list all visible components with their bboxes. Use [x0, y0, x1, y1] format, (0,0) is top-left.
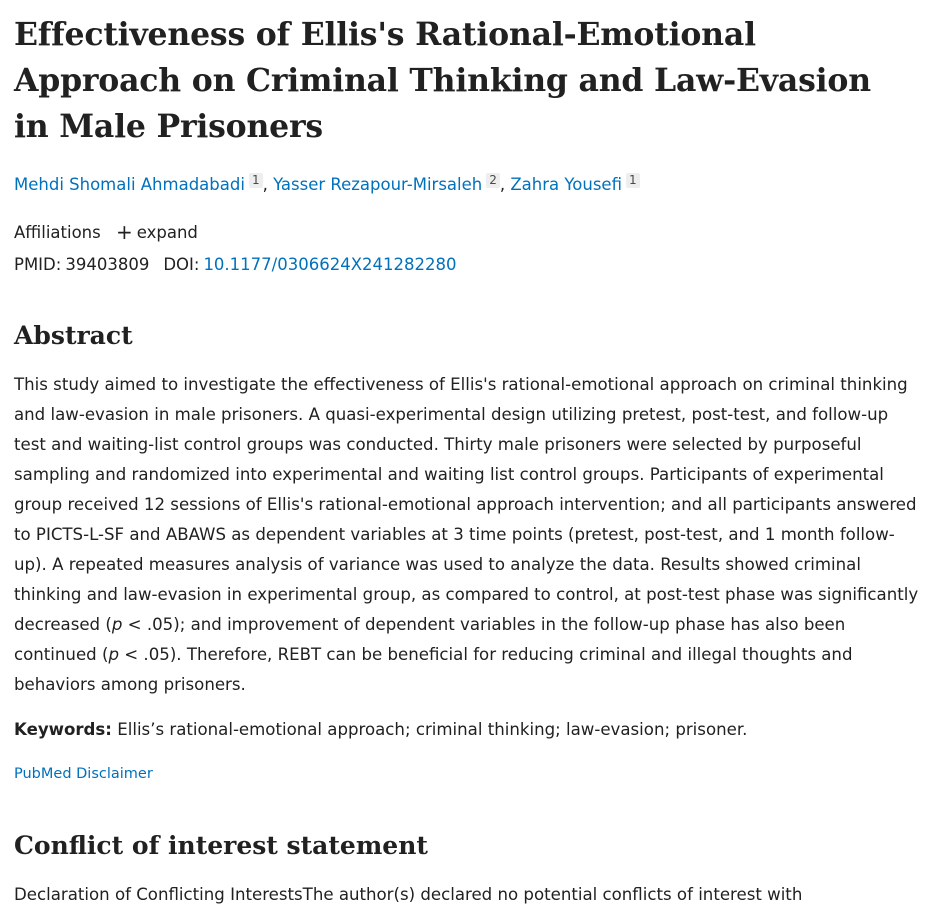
coi-text: Declaration of Conflicting InterestsThe author(s) declared no potential conflicts of interest with: [14, 885, 803, 904]
abstract-text-part-1: This study aimed to investigate the effectiveness of Ellis's rational-emotional approach on criminal thinking and law-evasion in male prisoners. A quasi-experimental design utilizing pretest, post-test, and follow-up test and waiting-list control groups was conducted. Thirty male prisoners were selected by purposeful sampling and randomized into experimental and waiting list control groups. Participants of experimental group received 12 sessions of Ellis's rational-emotional approach intervention; and all participants answered to PICTS-L-SF and ABAWS as dependent variables at 3 time points (pretest, post-test, and 1 month follow-up). A repeated measures analysis of variance was used to analyze the data. Results showed criminal thinking and law-evasion in experimental group, as compared to control, at post-test phase was significantly decreased (: [14, 375, 919, 634]
author-separator: ,: [262, 175, 274, 194]
keywords-label: Keywords:: [14, 720, 112, 739]
keywords-list: Ellis’s rational-emotional approach; criminal thinking; law-evasion; prisoner.: [117, 720, 748, 739]
doi-link[interactable]: 10.1177/0306624X241282280: [203, 255, 457, 274]
author-link-rezapour[interactable]: Yasser Rezapour-Mirsaleh: [273, 175, 483, 194]
p-symbol: p: [111, 615, 123, 634]
author-separator: ,: [499, 175, 511, 194]
plus-icon: +: [115, 220, 133, 244]
pmid-label: PMID:: [14, 255, 62, 274]
author-list: [14, 173, 640, 197]
article-title: Effectiveness of Ellis's Rational-Emotional Approach on Criminal Thinking and Law-Evasion in Male Prisoners: [14, 16, 871, 145]
affiliations-row: [14, 219, 198, 245]
abstract-heading: Abstract: [14, 321, 133, 350]
pmid-value: 39403809: [65, 255, 150, 274]
coi-heading: Conflict of interest statement: [14, 831, 428, 860]
doi-label: DOI:: [163, 255, 200, 274]
author-link-yousefi[interactable]: Zahra Yousefi: [510, 175, 622, 194]
abstract-text-part-2: < .05); and improvement of dependent variables in the follow-up phase has also been continued (: [14, 615, 846, 664]
p-symbol: p: [108, 645, 119, 664]
affiliations-label: Affiliations: [14, 223, 101, 242]
abstract-text: [14, 370, 919, 700]
article-identifiers: [14, 253, 457, 277]
abstract-text-part-3: < .05). Therefore, REBT can be beneficial for reducing criminal and illegal thoughts and behaviors among prisoners.: [14, 645, 853, 694]
expand-label: expand: [136, 223, 198, 242]
expand-affiliations-button[interactable]: [115, 220, 198, 244]
author-link-shomali[interactable]: Mehdi Shomali Ahmadabadi: [14, 175, 245, 194]
affiliation-badge[interactable]: 2: [486, 173, 500, 188]
affiliation-badge[interactable]: 1: [626, 173, 640, 188]
keywords: [14, 715, 919, 745]
pubmed-disclaimer-link[interactable]: PubMed Disclaimer: [14, 766, 153, 782]
affiliation-badge[interactable]: 1: [249, 173, 263, 188]
